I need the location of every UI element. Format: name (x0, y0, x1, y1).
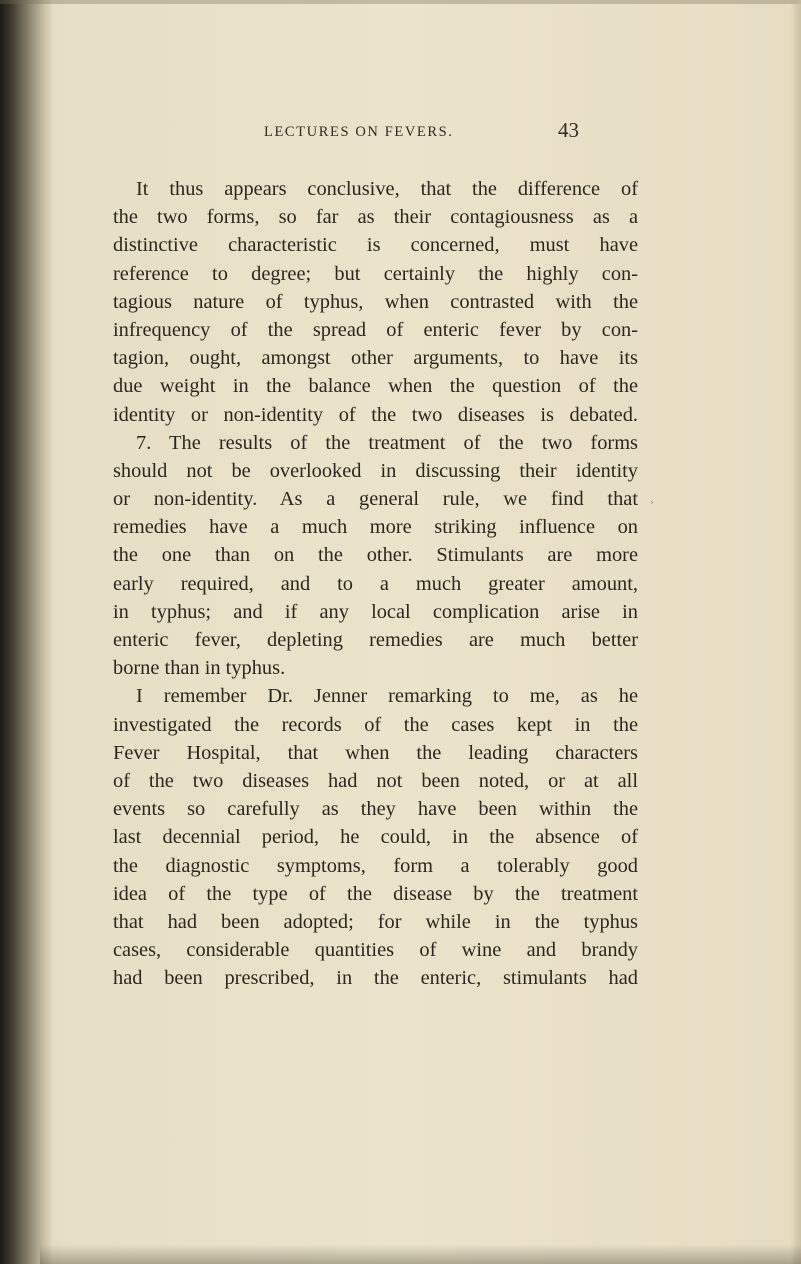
text-line: early required, and to a much greater amount, (113, 572, 638, 595)
text-line: borne than in typhus. (113, 657, 286, 680)
book-spine-shadow (0, 0, 52, 1264)
text-line: in typhus; and if any local complication arise in (113, 600, 638, 623)
text-line: of the two diseases had not been noted, or at all (113, 769, 638, 792)
text-line: reference to degree; but certainly the highly con- (113, 262, 638, 285)
text-line: the diagnostic symptoms, form a tolerably good (113, 854, 638, 877)
text-line: It thus appears conclusive, that the difference of (136, 178, 638, 200)
text-line: 7. The results of the treatment of the two forms (136, 431, 638, 454)
text-line: the two forms, so far as their contagiousness as a (113, 206, 638, 229)
text-line: cases, considerable quantities of wine and brandy (113, 939, 638, 962)
text-line: remedies have a much more striking influence on (113, 516, 638, 539)
page-right-edge (792, 0, 801, 1264)
text-line: Fever Hospital, that when the leading characters (113, 741, 638, 764)
text-line: that had been adopted; for while in the typhus (113, 910, 638, 933)
page-header (264, 118, 584, 150)
text-line: infrequency of the spread of enteric fever by con- (113, 318, 638, 341)
margin-mark: ¸ (650, 492, 654, 504)
page-top-edge (0, 0, 801, 4)
body-text (113, 175, 638, 992)
text-line: tagious nature of typhus, when contrasted with the (113, 290, 638, 313)
text-line: had been prescribed, in the enteric, stimulants had (113, 967, 638, 990)
text-line: last decennial period, he could, in the absence of (113, 826, 638, 849)
text-line: should not be overlooked in discussing their identity (113, 459, 638, 482)
text-line: events so carefully as they have been within the (113, 798, 638, 821)
text-line: enteric fever, depleting remedies are much better (113, 629, 638, 651)
text-line: due weight in the balance when the question of the (113, 375, 638, 398)
text-line: identity or non-identity of the two diseases is debated. (113, 403, 638, 426)
page-bottom-shadow (40, 1244, 801, 1264)
text-line: tagion, ought, amongst other arguments, to have its (113, 347, 638, 370)
text-line: I remember Dr. Jenner remarking to me, as he (136, 685, 638, 708)
text-line: or non-identity. As a general rule, we find that (113, 488, 638, 511)
running-title: LECTURES ON FEVERS. (264, 124, 454, 140)
text-line: idea of the type of the disease by the treatment (113, 882, 638, 905)
text-line: investigated the records of the cases kept in the (113, 713, 638, 736)
text-line: the one than on the other. Stimulants are more (113, 544, 638, 567)
page-number: 43 (558, 118, 579, 142)
text-line: distinctive characteristic is concerned, must have (113, 234, 638, 257)
